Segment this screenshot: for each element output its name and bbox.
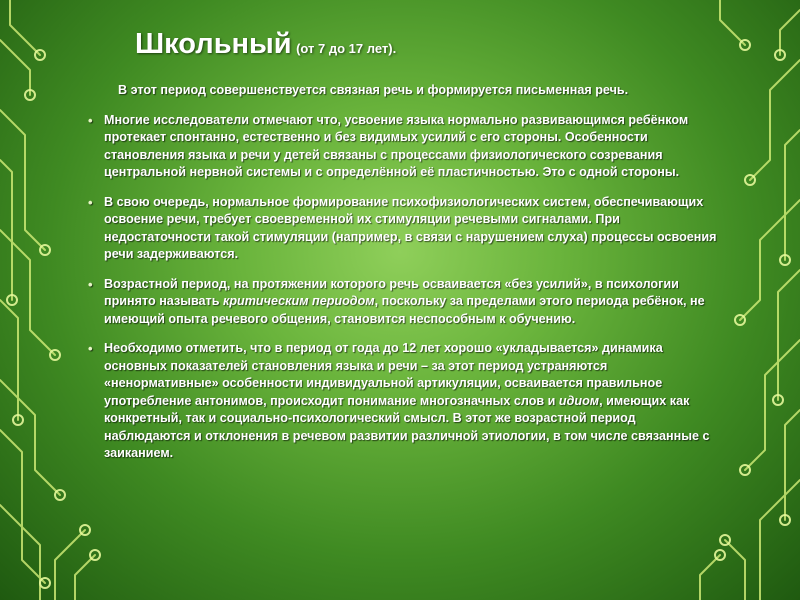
bullet-text-before: Необходимо отметить, что в период от года до 12 лет хорошо «укладывается» динамика основных показателей становления языка и речи – за этот период устраняются «ненормативные» особенности индивидуальной артикуляции, осваивается правильное употребление антонимов, происходит понимание многозначных слов и: [104, 341, 663, 408]
slide-title-age-range: (от 7 до 17 лет).: [296, 41, 397, 56]
bullet-text-after: , поскольку за пределами этого периода ребёнок, не имеющий опыта речевого общения, становится неспособным к обучению.: [104, 294, 705, 326]
bullet-text: В свою очередь, нормальное формирование психофизиологических систем, обеспечивающих освоение речи, требует своевременной их стимуляции речевыми сигналами. При недостаточности такой стимуляции (например, в связи с нарушением слуха) процессы освоения речи задерживаются.: [104, 194, 717, 261]
slide-title: [135, 28, 396, 61]
bullet-item-development-dynamics: [88, 340, 720, 463]
bullet-dot-icon: •: [88, 276, 93, 292]
bullet-item-critical-period: [88, 276, 720, 329]
intro-paragraph: В этот период совершенствуется связная речь и формируется письменная речь.: [118, 83, 629, 97]
term-critical-period: критическим периодом: [222, 294, 375, 308]
bullet-text-after: , имеющих как конкретный, так и социально-психологический смысл. В этот же возрастной период наблюдаются и отклонения в речевом развитии различной этиологии, в том числе связанные с заиканием.: [104, 393, 710, 460]
bullet-item-spontaneous-acquisition: [88, 112, 720, 182]
bullet-text-before: Возрастной период, на протяжении которого речь осваивается «без усилий», в психологии принято называть: [104, 276, 679, 308]
bullet-dot-icon: •: [88, 194, 93, 210]
bullet-dot-icon: •: [88, 341, 93, 356]
bullet-dot-icon: •: [88, 112, 93, 128]
slide-content: [88, 82, 720, 475]
term-idioms: идиом: [558, 393, 600, 408]
slide-title-main: Школьный: [135, 28, 292, 60]
bullet-text: Многие исследователи отмечают что, усвоение языка нормально развивающимся ребёнком протекает спонтанно, естественно и без видимых усилий с его стороны. Особенности становления языка и речи у детей связаны с процессами физиологического созревания центральной нервной системы и с определённой её пластичностью. Это с одной стороны.: [104, 112, 689, 179]
bullet-item-stimulation: [88, 194, 720, 264]
bullet-list: [88, 112, 720, 463]
